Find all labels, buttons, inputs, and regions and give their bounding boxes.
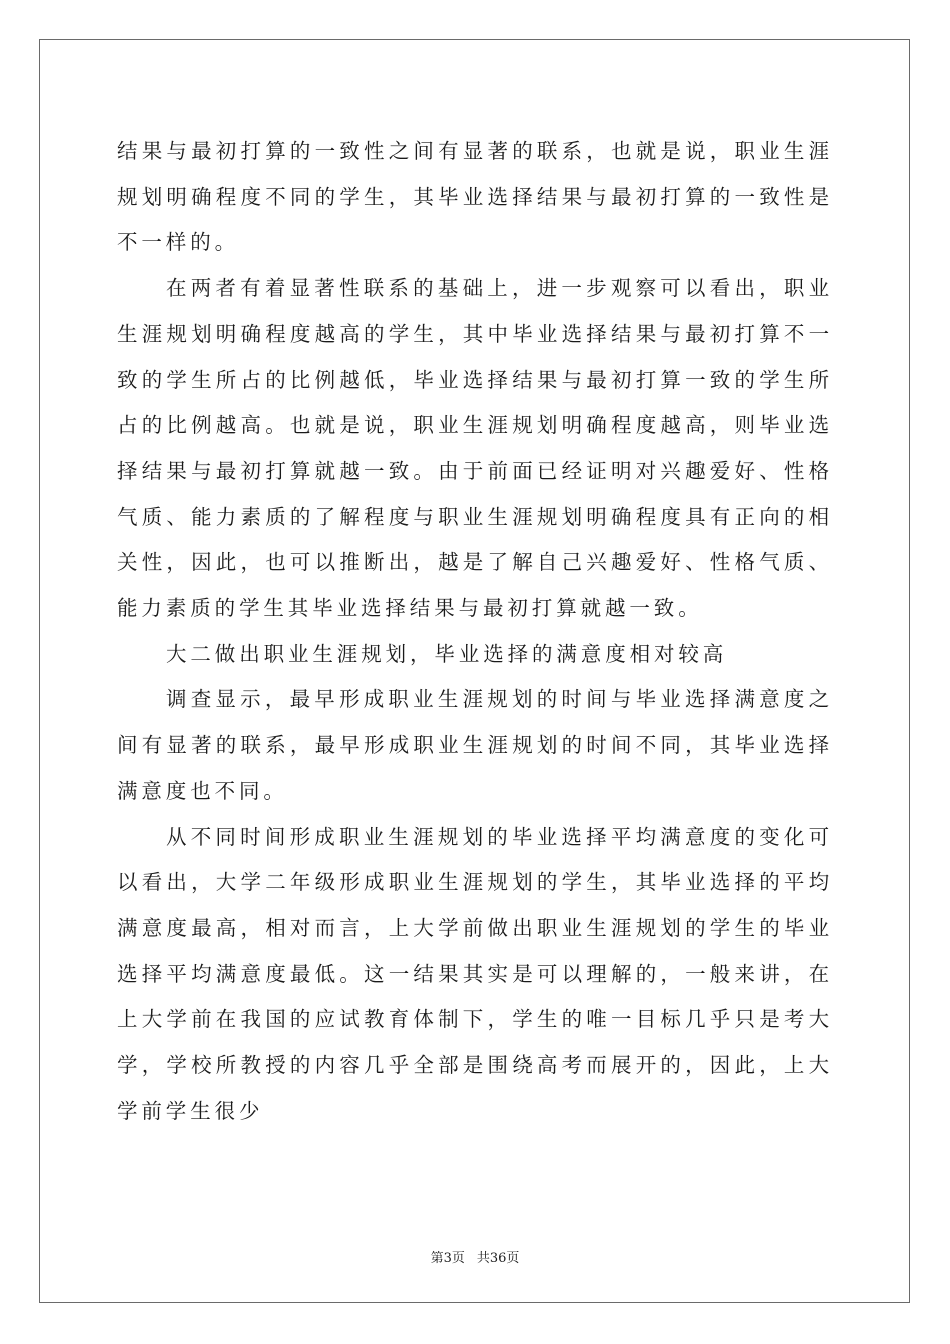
paragraph-3: 调查显示，最早形成职业生涯规划的时间与毕业选择满意度之间有显著的联系，最早形成职业生涯规划的时间不同，其毕业选择满意度也不同。 — [117, 687, 833, 803]
document-body — [117, 129, 833, 1134]
section-heading: 大二做出职业生涯规划，毕业选择的满意度相对较高 — [166, 641, 728, 666]
page-total: 共36页 — [476, 1251, 520, 1266]
page-footer — [0, 1247, 950, 1266]
paragraph-4: 从不同时间形成职业生涯规划的毕业选择平均满意度的变化可以看出，大学二年级形成职业生涯规划的学生，其毕业选择的平均满意度最高，相对而言，上大学前做出职业生涯规划的学生的毕业选择平均满意度最低。这一结果其实是可以理解的，一般来讲，在上大学前在我国的应试教育体制下，学生的唯一目标几乎只是考大学，学校所教授的内容几乎全部是围绕高考而展开的，因此，上大学前学生很少 — [117, 824, 833, 1123]
page-number: 第3页 — [430, 1251, 465, 1266]
paragraph-2: 在两者有着显著性联系的基础上，进一步观察可以看出，职业生涯规划明确程度越高的学生，其中毕业选择结果与最初打算不一致的学生所占的比例越低，毕业选择结果与最初打算一致的学生所占的比例越高。也就是说，职业生涯规划明确程度越高，则毕业选择结果与最初打算就越一致。由于前面已经证明对兴趣爱好、性格气质、能力素质的了解程度与职业生涯规划明确程度具有正向的相关性，因此，也可以推断出，越是了解自己兴趣爱好、性格气质、能力素质的学生其毕业选择结果与最初打算就越一致。 — [117, 276, 833, 621]
paragraph-1: 结果与最初打算的一致性之间有显著的联系，也就是说，职业生涯规划明确程度不同的学生，其毕业选择结果与最初打算的一致性是不一样的。 — [117, 139, 833, 255]
